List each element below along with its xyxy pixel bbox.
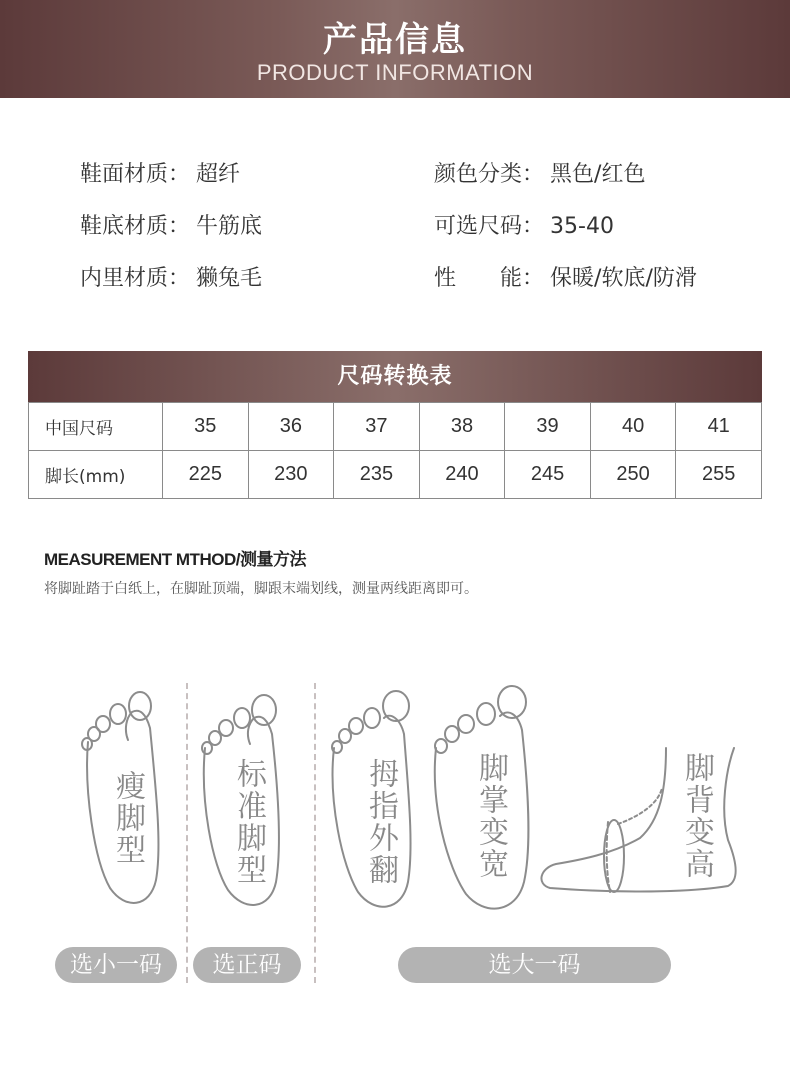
table-cell: 230 — [248, 451, 334, 499]
table-row — [29, 451, 762, 499]
spec-label: 鞋底材质 — [80, 214, 169, 239]
table-cell: 35 — [163, 403, 249, 451]
foot-label-wide: 脚掌变宽 — [473, 752, 508, 880]
spec-upper: 鞋面材质： 超纤 — [80, 162, 241, 187]
spec-color: 颜色分类： 黑色/红色 — [434, 162, 646, 187]
spec-lining: 内里材质： 獭兔毛 — [80, 266, 263, 291]
header-title-cn: 产品信息 — [323, 20, 467, 60]
select-standard-button[interactable]: 选正码 — [193, 947, 301, 983]
spec-label: 颜色分类 — [434, 162, 523, 187]
table-cell: 255 — [676, 451, 762, 499]
spec-sole: 鞋底材质： 牛筋底 — [80, 214, 263, 239]
table-cell: 40 — [590, 403, 676, 451]
spec-value: 保暖/软底/防滑 — [550, 266, 697, 291]
measurement-title: MEASUREMENT MTHOD/测量方法 — [44, 550, 306, 569]
spec-feature: 性 能： 保暖/软底/防滑 — [434, 266, 697, 291]
table-cell: 36 — [248, 403, 334, 451]
spec-value: 黑色/红色 — [550, 162, 646, 187]
foot-label-high-instep: 脚背变高 — [679, 752, 714, 880]
table-cell: 240 — [419, 451, 505, 499]
spec-label: 鞋面材质 — [80, 162, 169, 187]
table-cell: 37 — [334, 403, 420, 451]
size-table — [28, 351, 762, 499]
table-row — [29, 403, 762, 451]
spec-value: 超纤 — [196, 162, 241, 187]
spec-label: 内里材质 — [80, 266, 169, 291]
size-table-grid — [28, 402, 762, 499]
table-cell: 41 — [676, 403, 762, 451]
foot-label-bunion: 拇指外翻 — [363, 758, 398, 886]
measurement-description: 将脚趾踏于白纸上，在脚趾顶端，脚跟末端划线，测量两线距离即可。 — [44, 581, 478, 597]
foot-label-slim: 瘦脚型 — [110, 770, 145, 866]
spec-value: 獭兔毛 — [196, 266, 263, 291]
size-table-title: 尺码转换表 — [28, 351, 762, 402]
spec-value: 35-40 — [550, 214, 614, 239]
row-label: 脚长(mm) — [29, 451, 163, 499]
header-banner — [0, 0, 790, 98]
table-cell: 250 — [590, 451, 676, 499]
divider — [186, 683, 188, 983]
spec-label: 性 能 — [434, 266, 523, 291]
foot-illustrations — [0, 670, 790, 930]
foot-label-standard: 标准脚型 — [231, 758, 266, 886]
select-smaller-button[interactable]: 选小一码 — [55, 947, 177, 983]
spec-size: 可选尺码： 35-40 — [434, 214, 614, 239]
table-cell: 225 — [163, 451, 249, 499]
spec-value: 牛筋底 — [196, 214, 263, 239]
divider — [314, 683, 316, 983]
table-cell: 235 — [334, 451, 420, 499]
row-label: 中国尺码 — [29, 403, 163, 451]
table-cell: 38 — [419, 403, 505, 451]
table-cell: 245 — [505, 451, 591, 499]
select-larger-button[interactable]: 选大一码 — [398, 947, 671, 983]
spec-label: 可选尺码 — [434, 214, 523, 239]
header-title-en: PRODUCT INFORMATION — [256, 60, 534, 85]
table-cell: 39 — [505, 403, 591, 451]
